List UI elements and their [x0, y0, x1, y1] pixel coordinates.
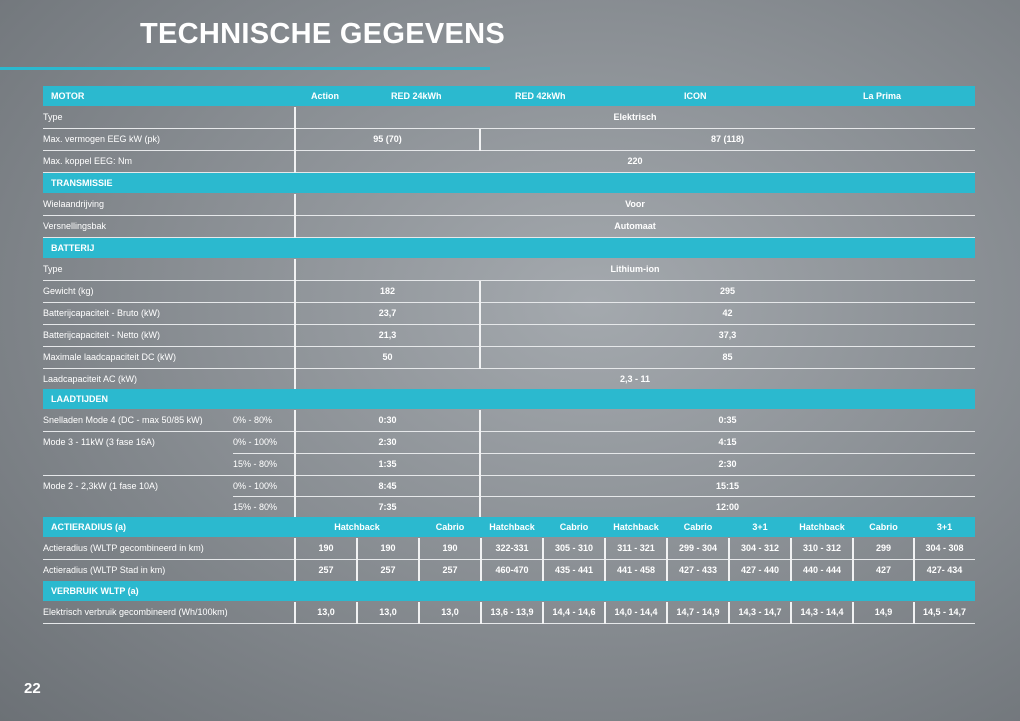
cell-value: 2:30 — [718, 459, 737, 469]
body-type: Cabrio — [435, 522, 465, 532]
column-divider — [604, 538, 606, 581]
section-header-actieradius — [43, 517, 975, 537]
body-type: Cabrio — [559, 522, 589, 532]
model-action: Action — [311, 91, 339, 101]
row-label: Batterijcapaciteit - Netto (kW) — [43, 330, 161, 340]
cell-value: 85 — [722, 352, 733, 362]
body-type: Hatchback — [799, 522, 845, 532]
column-divider — [479, 281, 481, 369]
cell-value: 37,3 — [718, 330, 737, 340]
cell-value: 305 - 310 — [554, 543, 594, 553]
cell-value: 441 - 458 — [616, 565, 656, 575]
row-label: Elektrisch verbruik gecombineerd (Wh/100km) — [43, 607, 228, 617]
cell-value: 427 - 433 — [678, 565, 718, 575]
model-red-42: RED 42kWh — [515, 91, 566, 101]
cell-value: 427 — [875, 565, 892, 575]
table-row — [43, 216, 975, 238]
table-row — [43, 259, 975, 281]
cell-value: 0:35 — [718, 415, 737, 425]
page-number: 22 — [24, 680, 41, 697]
cell-value: 1:35 — [378, 459, 397, 469]
cell-value: 299 - 304 — [678, 543, 718, 553]
cell-value: 14,5 - 14,7 — [922, 607, 967, 617]
cell-value: 14,3 - 14,7 — [738, 607, 782, 617]
body-type: Cabrio — [683, 522, 713, 532]
table-row — [43, 476, 975, 498]
body-type: Hatchback — [489, 522, 535, 532]
cell-value: 182 — [379, 286, 396, 296]
section-title: MOTOR — [51, 91, 85, 101]
cell-value: 23,7 — [378, 308, 397, 318]
table-row — [43, 325, 975, 347]
cell-value: 190 — [380, 543, 396, 553]
column-divider — [604, 602, 606, 624]
column-divider — [790, 538, 792, 581]
table-row — [43, 194, 975, 216]
row-label: Laadcapaciteit AC (kW) — [43, 374, 138, 384]
body-type: 3+1 — [936, 522, 953, 532]
cell-value: 220 — [627, 156, 643, 166]
body-type: Cabrio — [869, 522, 898, 532]
cell-value: 310 - 312 — [802, 543, 842, 553]
cell-value: 14,7 - 14,9 — [676, 607, 720, 617]
cell-value: Automaat — [614, 221, 656, 231]
row-label: Type — [43, 264, 63, 274]
cell-value: 322-331 — [495, 543, 529, 553]
column-divider — [294, 194, 296, 238]
row-label: Wielaandrijving — [43, 199, 105, 209]
row-label: Type — [43, 112, 63, 122]
cell-value: 14,0 - 14,4 — [614, 607, 658, 617]
row-label: Snelladen Mode 4 (DC - max 50/85 kW) — [43, 415, 203, 425]
row-label: Maximale laadcapaciteit DC (kW) — [43, 352, 177, 362]
cell-value: 12:00 — [715, 502, 740, 512]
table-row — [43, 129, 975, 151]
column-divider — [418, 538, 420, 581]
table-row — [43, 281, 975, 303]
cell-value: Lithium-ion — [610, 264, 660, 274]
cell-value: 14,9 — [874, 607, 893, 617]
section-header-batterij — [43, 238, 975, 258]
row-label: Actieradius (WLTP Stad in km) — [43, 565, 166, 575]
row-sublabel: 0% - 80% — [233, 415, 273, 425]
row-label: Max. koppel EEG: Nm — [43, 156, 133, 166]
row-label: Gewicht (kg) — [43, 286, 94, 296]
page-title: TECHNISCHE GEGEVENS — [140, 18, 506, 50]
column-divider — [790, 602, 792, 624]
column-divider — [294, 538, 296, 581]
cell-value: 311 - 321 — [617, 543, 655, 553]
section-header-verbruik — [43, 581, 975, 601]
cell-value: Elektrisch — [613, 112, 657, 122]
cell-value: 42 — [722, 308, 733, 318]
column-divider — [294, 410, 296, 517]
cell-value: 7:35 — [378, 502, 397, 512]
row-label: Actieradius (WLTP gecombineerd in km) — [43, 543, 204, 553]
model-la-prima: La Prima — [863, 91, 902, 101]
column-divider — [356, 602, 358, 624]
row-sublabel: 15% - 80% — [233, 459, 278, 469]
column-divider — [294, 259, 296, 389]
section-header-laadtijden — [43, 389, 975, 409]
cell-value: 8:45 — [378, 481, 397, 491]
cell-value: 295 — [719, 286, 736, 296]
cell-value: 4:15 — [718, 437, 737, 447]
row-label: Max. vermogen EEG kW (pk) — [43, 134, 161, 144]
table-row — [43, 303, 975, 325]
table-row — [43, 432, 975, 454]
cell-value: 304 - 312 — [740, 543, 780, 553]
body-type: Hatchback — [334, 522, 380, 532]
cell-value: 13,0 — [441, 607, 459, 617]
column-divider — [728, 602, 730, 624]
cell-value: 15:15 — [715, 481, 740, 491]
section-title: BATTERIJ — [51, 243, 95, 253]
column-divider — [480, 538, 482, 581]
cell-value: 257 — [442, 565, 458, 575]
cell-value: 440 - 444 — [802, 565, 842, 575]
table-row — [43, 369, 975, 391]
cell-value: Voor — [625, 199, 645, 209]
cell-value: 13,0 — [379, 607, 397, 617]
column-divider — [479, 129, 481, 151]
cell-value: 95 (70) — [373, 134, 402, 144]
column-divider — [294, 602, 296, 624]
table-row — [43, 347, 975, 369]
row-label: Batterijcapaciteit - Bruto (kW) — [43, 308, 161, 318]
column-divider — [852, 538, 854, 581]
cell-value: 87 (118) — [710, 134, 745, 144]
section-title: LAADTIJDEN — [51, 394, 109, 404]
section-title: VERBRUIK WLTP (a) — [51, 586, 139, 596]
row-sublabel: 0% - 100% — [233, 481, 278, 491]
column-divider — [542, 602, 544, 624]
cell-value: 190 — [442, 543, 458, 553]
body-type: Hatchback — [613, 522, 659, 532]
column-divider — [728, 538, 730, 581]
cell-value: 13,0 — [317, 607, 335, 617]
model-red-24: RED 24kWh — [391, 91, 442, 101]
cell-value: 2,3 - 11 — [619, 374, 651, 384]
column-divider — [356, 538, 358, 581]
table-row — [43, 560, 975, 582]
row-sublabel: 0% - 100% — [233, 437, 278, 447]
cell-value: 427 - 440 — [740, 565, 780, 575]
column-divider — [913, 602, 915, 624]
table-row — [43, 410, 975, 432]
column-divider — [666, 602, 668, 624]
column-divider — [418, 602, 420, 624]
title-underline — [0, 67, 490, 70]
cell-value: 13,6 - 13,9 — [490, 607, 534, 617]
cell-value: 427- 434 — [926, 565, 963, 575]
cell-value: 190 — [318, 543, 334, 553]
cell-value: 2:30 — [378, 437, 397, 447]
table-row — [43, 602, 975, 624]
column-divider — [666, 538, 668, 581]
cell-value: 14,4 - 14,6 — [552, 607, 596, 617]
table-row — [43, 454, 975, 476]
row-sublabel: 15% - 80% — [233, 502, 278, 512]
section-title: TRANSMISSIE — [51, 178, 113, 188]
row-label: Versnellingsbak — [43, 221, 107, 231]
body-type: 3+1 — [752, 522, 768, 532]
table-row — [43, 538, 975, 560]
section-title: ACTIERADIUS (a) — [51, 522, 127, 532]
cell-value: 50 — [382, 352, 393, 362]
cell-value: 257 — [318, 565, 334, 575]
row-label: Mode 2 - 2,3kW (1 fase 10A) — [43, 481, 159, 491]
cell-value: 299 — [875, 543, 892, 553]
table-row — [43, 107, 975, 129]
cell-value: 460-470 — [495, 565, 529, 575]
table-row — [43, 497, 975, 519]
cell-value: 257 — [380, 565, 396, 575]
cell-value: 0:30 — [378, 415, 397, 425]
column-divider — [852, 602, 854, 624]
cell-value: 435 - 441 — [554, 565, 594, 575]
section-header-transmissie — [43, 173, 975, 193]
cell-value: 304 - 308 — [925, 543, 964, 553]
model-icon: ICON — [684, 91, 707, 101]
table-row — [43, 151, 975, 173]
column-divider — [479, 410, 481, 517]
column-divider — [542, 538, 544, 581]
section-header-motor — [43, 86, 975, 106]
column-divider — [480, 602, 482, 624]
column-divider — [913, 538, 915, 581]
cell-value: 21,3 — [378, 330, 397, 340]
row-label: Mode 3 - 11kW (3 fase 16A) — [43, 437, 155, 447]
column-divider — [294, 107, 296, 173]
cell-value: 14,3 - 14,4 — [800, 607, 844, 617]
